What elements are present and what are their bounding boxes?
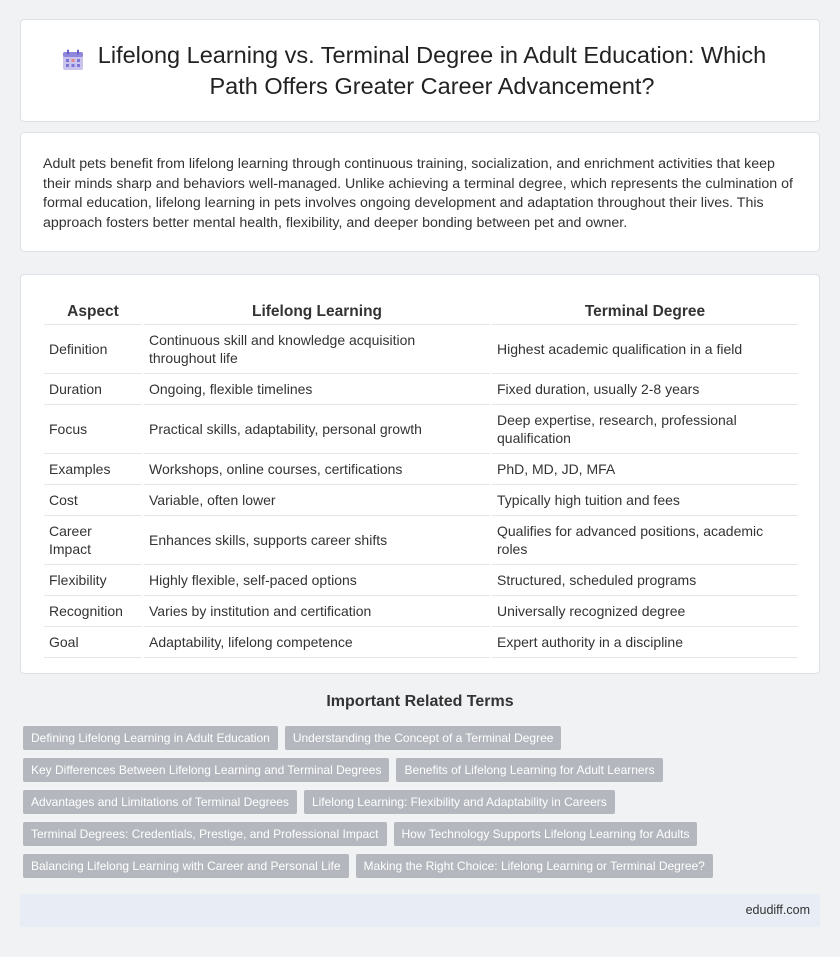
header-terminal-degree: Terminal Degree xyxy=(492,296,798,325)
footer-site-link[interactable]: edudiff.com xyxy=(745,903,810,917)
table-row xyxy=(44,565,798,596)
table-row xyxy=(44,454,798,485)
cell-terminal: Typically high tuition and fees xyxy=(492,485,798,516)
related-term-tag[interactable]: Understanding the Concept of a Terminal Degree xyxy=(285,726,562,750)
cell-aspect: Career Impact xyxy=(44,516,142,565)
cell-terminal: PhD, MD, JD, MFA xyxy=(492,454,798,485)
related-term-tag[interactable]: Terminal Degrees: Credentials, Prestige, and Professional Impact xyxy=(23,822,387,846)
cell-aspect: Definition xyxy=(44,325,142,374)
comparison-table xyxy=(42,296,800,658)
header-lifelong-learning: Lifelong Learning xyxy=(144,296,490,325)
related-term-tag[interactable]: Lifelong Learning: Flexibility and Adaptability in Careers xyxy=(304,790,615,814)
cell-lifelong: Workshops, online courses, certifications xyxy=(144,454,490,485)
cell-terminal: Deep expertise, research, professional qualification xyxy=(492,405,798,454)
header-aspect: Aspect xyxy=(44,296,142,325)
table-row xyxy=(44,596,798,627)
related-term-tag[interactable]: Balancing Lifelong Learning with Career and Personal Life xyxy=(23,854,349,878)
cell-lifelong: Enhances skills, supports career shifts xyxy=(144,516,490,565)
related-term-tag[interactable]: Benefits of Lifelong Learning for Adult Learners xyxy=(396,758,662,782)
cell-lifelong: Ongoing, flexible timelines xyxy=(144,374,490,405)
cell-terminal: Structured, scheduled programs xyxy=(492,565,798,596)
cell-lifelong: Highly flexible, self-paced options xyxy=(144,565,490,596)
cell-terminal: Qualifies for advanced positions, academic roles xyxy=(492,516,798,565)
related-terms-heading: Important Related Terms xyxy=(326,693,514,710)
cell-aspect: Goal xyxy=(44,627,142,658)
related-term-tag[interactable]: Defining Lifelong Learning in Adult Education xyxy=(23,726,278,750)
cell-aspect: Examples xyxy=(44,454,142,485)
cell-aspect: Cost xyxy=(44,485,142,516)
intro-card xyxy=(20,132,820,252)
cell-terminal: Fixed duration, usually 2-8 years xyxy=(492,374,798,405)
cell-lifelong: Continuous skill and knowledge acquisition throughout life xyxy=(144,325,490,374)
table-row xyxy=(44,405,798,454)
intro-paragraph: Adult pets benefit from lifelong learning through continuous training, socialization, and enrichment activities that keep their minds sharp and behaviors well-managed. Unlike achieving a terminal degree, which represents the culmination of formal education, lifelong learning in pets involves ongoing development and adaptation throughout their lives. This approach fosters better mental health, flexibility, and deeper bonding between pet and owner. xyxy=(43,156,793,231)
table-header-row xyxy=(44,296,798,325)
cell-aspect: Duration xyxy=(44,374,142,405)
comparison-table-card xyxy=(20,274,820,674)
cell-terminal: Highest academic qualification in a field xyxy=(492,325,798,374)
footer xyxy=(20,894,820,927)
title-card xyxy=(20,19,820,122)
cell-lifelong: Varies by institution and certification xyxy=(144,596,490,627)
related-term-tag[interactable]: How Technology Supports Lifelong Learning for Adults xyxy=(394,822,698,846)
cell-aspect: Flexibility xyxy=(44,565,142,596)
related-term-tag[interactable]: Advantages and Limitations of Terminal Degrees xyxy=(23,790,297,814)
cell-lifelong: Practical skills, adaptability, personal growth xyxy=(144,405,490,454)
related-term-tag[interactable]: Making the Right Choice: Lifelong Learning or Terminal Degree? xyxy=(356,854,713,878)
page-title: Lifelong Learning vs. Terminal Degree in Adult Education: Which Path Offers Greater Career Advancement? xyxy=(97,41,767,99)
table-row xyxy=(44,374,798,405)
table-row xyxy=(44,325,798,374)
table-row xyxy=(44,627,798,658)
related-terms-list xyxy=(23,726,813,886)
related-term-tag[interactable]: Key Differences Between Lifelong Learning and Terminal Degrees xyxy=(23,758,389,782)
cell-terminal: Universally recognized degree xyxy=(492,596,798,627)
cell-lifelong: Adaptability, lifelong competence xyxy=(144,627,490,658)
table-row xyxy=(44,516,798,565)
cell-terminal: Expert authority in a discipline xyxy=(492,627,798,658)
cell-aspect: Recognition xyxy=(44,596,142,627)
table-row xyxy=(44,485,798,516)
cell-lifelong: Variable, often lower xyxy=(144,485,490,516)
cell-aspect: Focus xyxy=(44,405,142,454)
